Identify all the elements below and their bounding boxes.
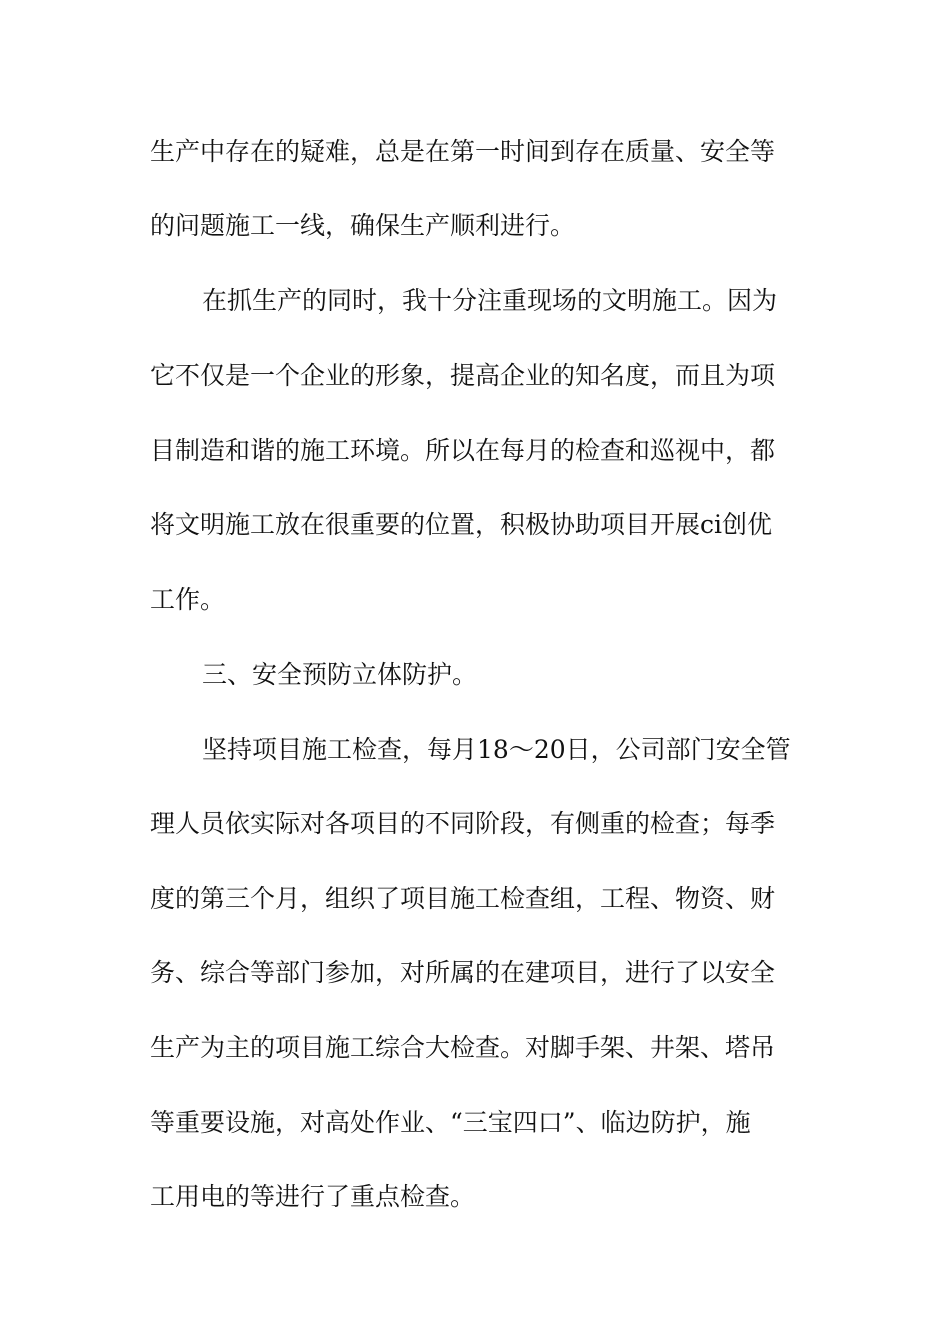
text-line-14: 等重要设施，对高处作业、“三宝四口”、临边防护，施 bbox=[150, 1108, 751, 1137]
text-line-5: 目制造和谐的施工环境。所以在每月的检查和巡视中，都 bbox=[150, 436, 776, 465]
text-line-13: 生产为主的项目施工综合大检查。对脚手架、井架、塔吊 bbox=[150, 1033, 776, 1062]
text-line-1: 生产中存在的疑难，总是在第一时间到存在质量、安全等 bbox=[150, 137, 776, 166]
text-line-11: 度的第三个月，组织了项目施工检查组，工程、物资、财 bbox=[150, 884, 776, 913]
paragraph-start-line-3: 在抓生产的同时，我十分注重现场的文明施工。因为 bbox=[202, 286, 778, 315]
paragraph-start-line-9: 坚持项目施工检查，每月18～20日，公司部门安全管 bbox=[202, 735, 791, 764]
text-line-12: 务、综合等部门参加，对所属的在建项目，进行了以安全 bbox=[150, 958, 776, 987]
text-line-10: 理人员依实际对各项目的不同阶段，有侧重的检查；每季 bbox=[150, 809, 776, 838]
text-line-6: 将文明施工放在很重要的位置，积极协助项目开展ci创优 bbox=[150, 510, 772, 539]
section-heading: 三、安全预防立体防护。 bbox=[202, 660, 478, 689]
text-line-15: 工用电的等进行了重点检查。 bbox=[150, 1182, 476, 1211]
text-line-7: 工作。 bbox=[150, 585, 226, 614]
text-line-2: 的问题施工一线，确保生产顺利进行。 bbox=[150, 211, 576, 240]
text-line-4: 它不仅是一个企业的形象，提高企业的知名度，而且为项 bbox=[150, 361, 776, 390]
